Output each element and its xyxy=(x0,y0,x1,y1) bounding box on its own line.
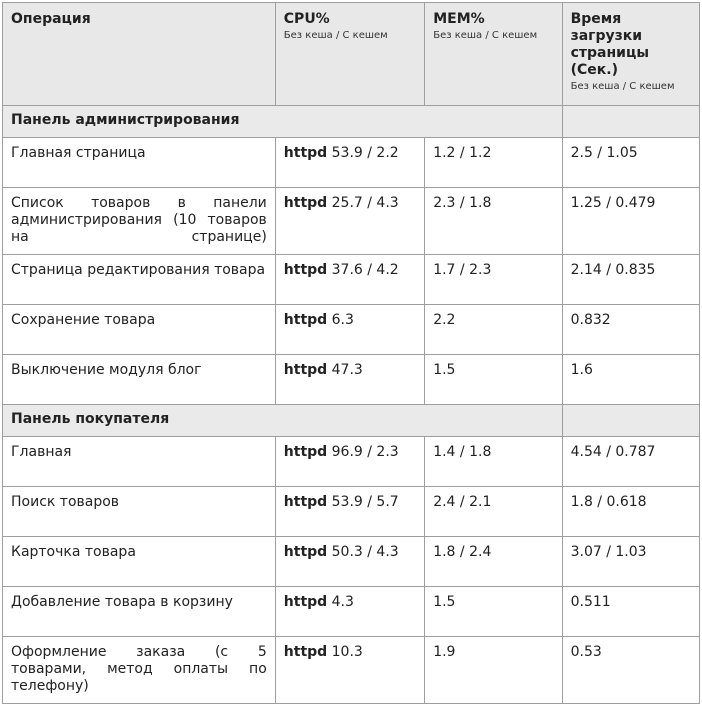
header-load-time xyxy=(562,3,699,106)
operation-cell: Страница редактирования товара xyxy=(3,255,276,305)
mem-cell: 2.4 / 2.1 xyxy=(425,487,562,537)
cpu-value: 4.3 xyxy=(331,594,354,610)
mem-cell: 1.9 xyxy=(425,637,562,704)
cpu-cell xyxy=(275,437,424,487)
section-row-customer xyxy=(3,405,700,437)
table-row xyxy=(3,537,700,587)
cpu-cell xyxy=(275,188,424,255)
header-operation-label: Операция xyxy=(11,11,91,27)
table-row xyxy=(3,487,700,537)
header-load-time-sublabel: Без кеша / С кешем xyxy=(570,81,675,92)
mem-cell: 1.2 / 1.2 xyxy=(425,138,562,188)
cpu-cell xyxy=(275,255,424,305)
operation-cell: Главная xyxy=(3,437,276,487)
load-time-cell: 0.511 xyxy=(562,587,699,637)
process-name: httpd xyxy=(283,262,328,278)
process-name: httpd xyxy=(283,362,328,378)
header-mem-sublabel: Без кеша / С кешем xyxy=(433,30,538,41)
cpu-value: 53.9 / 5.7 xyxy=(331,494,399,510)
section-title: Панель администрирования xyxy=(3,106,563,138)
table-row xyxy=(3,437,700,487)
section-empty-cell xyxy=(562,106,699,138)
operation-cell: Поиск товаров xyxy=(3,487,276,537)
header-cpu xyxy=(275,3,424,106)
operation-cell: Оформление заказа (с 5 товарами, метод оплаты по телефону) xyxy=(3,637,276,704)
table-row xyxy=(3,188,700,255)
load-time-cell: 1.8 / 0.618 xyxy=(562,487,699,537)
cpu-cell xyxy=(275,637,424,704)
table-header-row xyxy=(3,3,700,106)
cpu-value: 96.9 / 2.3 xyxy=(331,444,399,460)
process-name: httpd xyxy=(283,644,328,660)
cpu-value: 10.3 xyxy=(331,644,363,660)
load-time-cell: 0.53 xyxy=(562,637,699,704)
header-mem xyxy=(425,3,562,106)
table-row xyxy=(3,637,700,704)
process-name: httpd xyxy=(283,145,328,161)
cpu-value: 50.3 / 4.3 xyxy=(331,544,399,560)
load-time-cell: 3.07 / 1.03 xyxy=(562,537,699,587)
mem-cell: 1.5 xyxy=(425,355,562,405)
operation-cell: Выключение модуля блог xyxy=(3,355,276,405)
operation-cell: Главная страница xyxy=(3,138,276,188)
mem-cell: 1.4 / 1.8 xyxy=(425,437,562,487)
load-time-cell: 1.25 / 0.479 xyxy=(562,188,699,255)
cpu-cell xyxy=(275,305,424,355)
process-name: httpd xyxy=(283,594,328,610)
table-row xyxy=(3,587,700,637)
mem-cell: 1.8 / 2.4 xyxy=(425,537,562,587)
performance-table xyxy=(2,2,700,704)
cpu-cell xyxy=(275,138,424,188)
load-time-cell: 2.14 / 0.835 xyxy=(562,255,699,305)
section-title: Панель покупателя xyxy=(3,405,563,437)
header-cpu-label: CPU% xyxy=(283,11,330,27)
mem-cell: 1.5 xyxy=(425,587,562,637)
load-time-cell: 2.5 / 1.05 xyxy=(562,138,699,188)
process-name: httpd xyxy=(283,494,328,510)
table-row xyxy=(3,305,700,355)
cpu-cell xyxy=(275,537,424,587)
cpu-value: 37.6 / 4.2 xyxy=(331,262,399,278)
load-time-cell: 1.6 xyxy=(562,355,699,405)
cpu-value: 6.3 xyxy=(331,312,354,328)
cpu-cell xyxy=(275,355,424,405)
load-time-cell: 4.54 / 0.787 xyxy=(562,437,699,487)
process-name: httpd xyxy=(283,544,328,560)
header-load-time-label: Время загрузки страницы (Сек.) xyxy=(570,11,649,78)
process-name: httpd xyxy=(283,195,328,211)
operation-cell: Добавление товара в корзину xyxy=(3,587,276,637)
process-name: httpd xyxy=(283,444,328,460)
cpu-cell xyxy=(275,487,424,537)
load-time-cell: 0.832 xyxy=(562,305,699,355)
table-row xyxy=(3,138,700,188)
cpu-cell xyxy=(275,587,424,637)
cpu-value: 47.3 xyxy=(331,362,363,378)
operation-cell: Сохранение товара xyxy=(3,305,276,355)
mem-cell: 2.2 xyxy=(425,305,562,355)
header-mem-label: MEM% xyxy=(433,11,485,27)
mem-cell: 2.3 / 1.8 xyxy=(425,188,562,255)
cpu-value: 25.7 / 4.3 xyxy=(331,195,399,211)
process-name: httpd xyxy=(283,312,328,328)
table-row xyxy=(3,355,700,405)
table-row xyxy=(3,255,700,305)
mem-cell: 1.7 / 2.3 xyxy=(425,255,562,305)
section-row-admin xyxy=(3,106,700,138)
section-empty-cell xyxy=(562,405,699,437)
header-operation xyxy=(3,3,276,106)
operation-cell: Список товаров в панели администрирования (10 товаров на странице) xyxy=(3,188,276,255)
operation-cell: Карточка товара xyxy=(3,537,276,587)
header-cpu-sublabel: Без кеша / С кешем xyxy=(283,30,388,41)
cpu-value: 53.9 / 2.2 xyxy=(331,145,399,161)
